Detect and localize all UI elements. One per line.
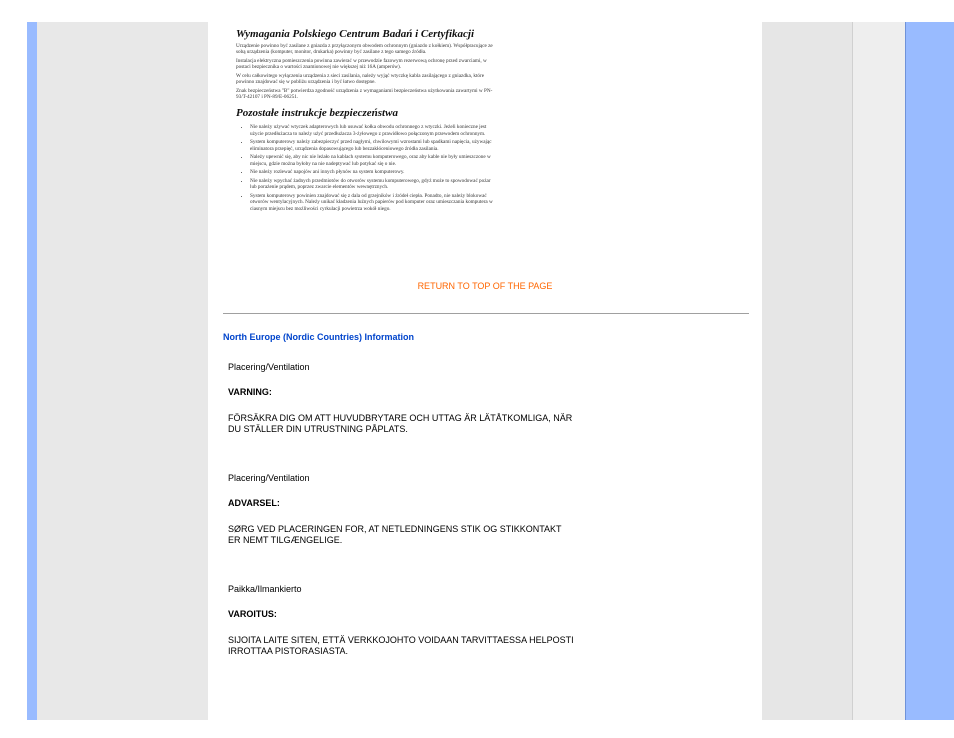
scan-bullet-list bbox=[236, 124, 498, 211]
section-divider bbox=[223, 313, 749, 314]
right-margin-panel-2 bbox=[853, 22, 905, 720]
warning-heading: ADVARSEL: bbox=[228, 498, 280, 508]
left-accent-strip bbox=[27, 22, 37, 720]
warning-text-line: DU STÄLLER DIN UTRUSTNING PÅPLATS. bbox=[228, 424, 408, 434]
scan-heading-requirements: Wymagania Polskiego Centrum Badań i Certyfikacji bbox=[236, 28, 475, 40]
scan-paragraph: Instalacja elektryczna pomieszczenia powinna zawierać w przewodzie fazowym rezerwową ochronę przed zwarciami, w postaci bezpiecznika o wartości znamionowej nie większej niż 16A (amperów). bbox=[236, 58, 487, 71]
scan-heading-safety: Pozostałe instrukcje bezpieczeństwa bbox=[236, 107, 398, 120]
scan-bullet: • System komputerowy powinien znajdować się z dala od grzejników i źródeł ciepła. Ponadto, nie należy blokować otworów wentylacyjnych. Należy unikać kładzenia luźnych papierów pod komputer oraz umieszczania komputera w ciasnym miejscu bez możliwości cyrkulacji powietrza wokół niego. bbox=[250, 193, 498, 212]
scan-paragraph: Urządzenie powinno być zasilane z gniazda z przyłączonym obwodem ochronnym (gniazdo z kołkiem). Współpracujące ze sobą urządzenia (komputer, monitor, drukarka) powinny być zasilane z tego samego źródła. bbox=[236, 43, 493, 56]
return-to-top-link[interactable]: RETURN TO TOP OF THE PAGE bbox=[417, 281, 553, 291]
scan-bullet: • Należy upewnić się, aby nic nie leżało na kablach systemu komputerowego, oraz aby kable nie były umieszczone w miejscu, gdzie można byłoby na nie nadeptywać lub potykać się o nie. bbox=[250, 154, 498, 166]
scan-paragraph: W celu całkowitego wyłączenia urządzenia z sieci zasilania, należy wyjąć wtyczkę kabla zasilającego z gniazdka, które powinno znajdować się w pobliżu urządzenia i być łatwo dostępne. bbox=[236, 73, 485, 86]
scan-bullet: • System komputerowy należy zabezpieczyć przed nagłymi, chwilowymi wzrostami lub spadkami napięcia, używając eliminatora przepięć, urządzenia dopasowującego lub bezzakłóceniowego źródła zasilania. bbox=[250, 139, 498, 151]
warning-text-line: FÖRSÄKRA DIG OM ATT HUVUDBRYTARE OCH UTTAG ÄR LÄTÅTKOMLIGA, NÄR bbox=[228, 413, 573, 423]
right-accent-strip bbox=[905, 22, 954, 720]
warning-heading: VARNING: bbox=[228, 387, 272, 397]
nordic-section-title: North Europe (Nordic Countries) Information bbox=[223, 332, 414, 342]
block-label: Placering/Ventilation bbox=[228, 473, 310, 483]
right-margin-panel bbox=[762, 22, 853, 720]
warning-heading: VAROITUS: bbox=[228, 609, 277, 619]
warning-text-line: IRROTTAA PISTORASIASTA. bbox=[228, 646, 349, 656]
warning-text-line: ER NEMT TILGÆNGELIGE. bbox=[228, 535, 343, 545]
warning-text-line: SIJOITA LAITE SITEN, ETTÄ VERKKOJOHTO VOIDAAN TARVITTAESSA HELPOSTI bbox=[228, 635, 574, 645]
scan-bullet: • Nie należy rozlewać napojów ani innych płynów na system komputerowy. bbox=[250, 169, 498, 175]
block-label: Placering/Ventilation bbox=[228, 362, 310, 372]
left-margin-panel bbox=[37, 22, 208, 720]
scan-paragraph: Znak bezpieczeństwa "B" potwierdza zgodność urządzenia z wymaganiami bezpieczeństwa użytkowania zawartymi w PN-93/T-42107 i PN-89/E-06251. bbox=[236, 88, 493, 101]
scan-bullet: • Nie należy używać wtyczek adapterowych lub usuwać kołka obwodu ochronnego z wtyczki. Jeżeli konieczne jest użycie przedłużacza to należy użyć przedłużacza 3-żyłowego z prawidłowo połączonym przewodem ochronnym. bbox=[250, 124, 498, 136]
scan-bullet: • Nie należy wpychać żadnych przedmiotów do otworów systemu komputerowego, gdyż może to spowodować pożar lub porażenie prądem, poprzez zwarcie elementów wewnętrznych. bbox=[250, 178, 498, 190]
warning-text-line: SØRG VED PLACERINGEN FOR, AT NETLEDNINGENS STIK OG STIKKONTAKT bbox=[228, 524, 562, 534]
polish-certification-scan bbox=[236, 28, 498, 260]
block-label: Paikka/Ilmankierto bbox=[228, 584, 302, 594]
